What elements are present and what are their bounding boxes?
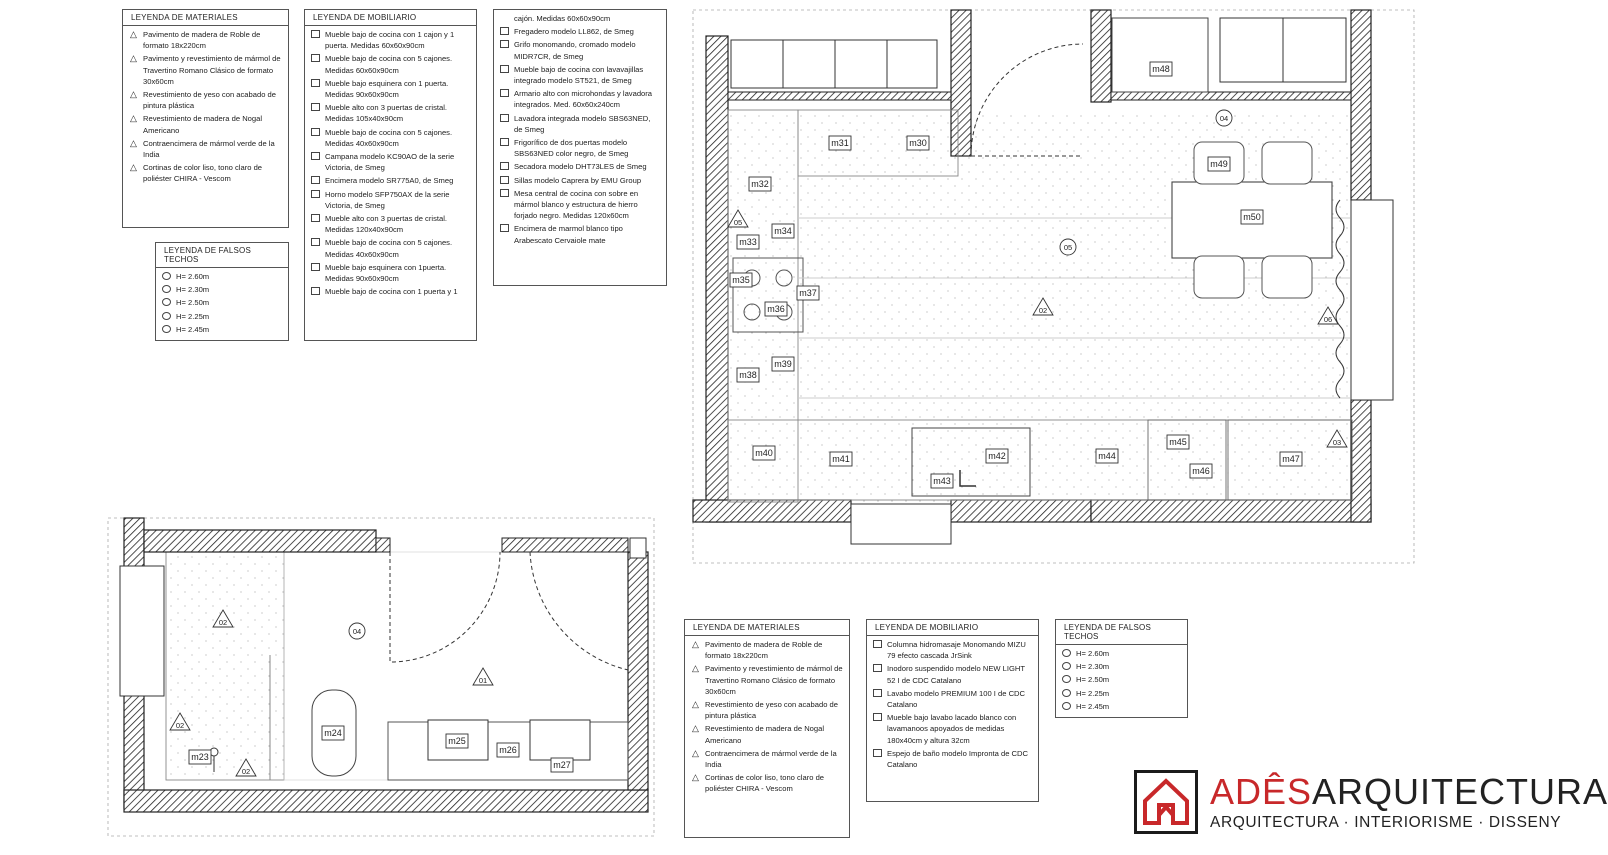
- material-triangle-icon: △: [692, 772, 699, 783]
- svg-text:05: 05: [733, 218, 743, 227]
- svg-text:06: 06: [1323, 315, 1333, 324]
- legend-item: Mueble bajo de cocina con 5 cajones. Medidas 40x60x90cm: [311, 237, 470, 259]
- ceiling-mark-04: [349, 623, 365, 639]
- legend-item: H= 2.30m: [162, 284, 282, 295]
- legend-title: LEYENDA DE MOBILIARIO: [867, 620, 1038, 636]
- svg-text:05: 05: [1063, 243, 1073, 252]
- furniture-tag-m43: [931, 474, 953, 488]
- legend-item: H= 2.30m: [1062, 661, 1181, 672]
- svg-text:04: 04: [352, 627, 362, 636]
- svg-text:02: 02: [241, 767, 251, 776]
- legend-item: Mueble bajo de cocina con 1 puerta y 1: [311, 286, 470, 297]
- furniture-tag-m24: [322, 726, 344, 740]
- svg-text:m30: m30: [909, 138, 927, 148]
- svg-text:m50: m50: [1243, 212, 1261, 222]
- legend-item: △ Pavimento de madera de Roble de formato 18x220cm: [692, 639, 823, 661]
- legend-item: Fregadero modelo LL862, de Smeg: [500, 26, 660, 37]
- furniture-tag-m47: [1280, 452, 1302, 466]
- svg-text:m35: m35: [732, 275, 750, 285]
- svg-text:03: 03: [1332, 438, 1342, 447]
- svg-text:02: 02: [1038, 306, 1048, 315]
- legend-item: Mueble alto con 3 puertas de cristal. Medidas 120x40x90cm: [311, 213, 470, 235]
- svg-text:m36: m36: [767, 304, 785, 314]
- furniture-tag-m40: [753, 446, 775, 460]
- legend-item: Mueble bajo de cocina con 1 cajon y 1 puerta. Medidas 60x60x90cm: [311, 29, 470, 51]
- svg-text:m47: m47: [1282, 454, 1300, 464]
- legend-item: H= 2.25m: [162, 311, 282, 322]
- legend-item: H= 2.60m: [162, 271, 282, 282]
- legend-item: H= 2.45m: [1062, 701, 1181, 712]
- legend-item: Mueble alto con 3 puertas de cristal. Medidas 105x40x90cm: [311, 102, 470, 124]
- legend-item: Mueble bajo lavabo lacado blanco con lavamanoos apoyados de medidas 180x40cm y altura 32cm: [873, 712, 1032, 746]
- svg-text:m44: m44: [1098, 451, 1116, 461]
- svg-text:m42: m42: [988, 451, 1006, 461]
- legend-item: △ Pavimento y revestimiento de mármol de Travertino Romano Clásico de formato 30x60cm: [692, 663, 843, 696]
- legend-item: Mueble bajo esquinera con 1puerta. Medidas 90x60x90cm: [311, 262, 470, 284]
- legend-title: LEYENDA DE FALSOS TECHOS: [156, 243, 288, 268]
- furniture-tag-m50: [1241, 210, 1263, 224]
- legend-item: H= 2.25m: [1062, 688, 1181, 699]
- legend-item: Mueble bajo de cocina con lavavajillas integrado modelo ST521, de Smeg: [500, 64, 660, 86]
- material-triangle-icon: △: [692, 699, 699, 710]
- svg-text:01: 01: [478, 676, 488, 685]
- material-triangle-icon: △: [130, 29, 137, 39]
- furniture-tag-m34: [772, 224, 794, 238]
- furniture-tag-m42: [986, 449, 1008, 463]
- legend-item: H= 2.50m: [162, 297, 282, 308]
- furniture-tag-m48: [1150, 62, 1172, 76]
- legend-item: Sillas modelo Caprera by EMU Group: [500, 175, 660, 186]
- material-mark-01: [473, 668, 493, 685]
- svg-text:m38: m38: [739, 370, 757, 380]
- legend-title: LEYENDA DE MATERIALES: [123, 10, 288, 26]
- legend-item: △ Revestimiento de madera de Nogal Americano: [130, 113, 263, 135]
- legend-item: △ Revestimiento de yeso con acabado de pintura plástica: [130, 89, 276, 111]
- material-triangle-icon: △: [692, 747, 699, 758]
- material-triangle-icon: △: [692, 723, 699, 734]
- svg-text:m49: m49: [1210, 159, 1228, 169]
- svg-text:m39: m39: [774, 359, 792, 369]
- svg-text:m25: m25: [448, 736, 466, 746]
- material-triangle-icon: △: [692, 639, 699, 649]
- legend-item: Mueble bajo esquinera con 1 puerta. Medidas 90x60x90cm: [311, 78, 470, 100]
- furniture-tag-m36: [765, 302, 787, 316]
- furniture-tag-m35: [730, 273, 752, 287]
- svg-text:m48: m48: [1152, 64, 1170, 74]
- legend-item: △ Revestimiento de madera de Nogal Americano: [692, 723, 825, 745]
- legend-item: Encimera de marmol blanco tipo Arabescato Cervaiole mate: [500, 223, 660, 245]
- legend-item: Mueble bajo de cocina con 5 cajones. Medidas 40x60x90cm: [311, 127, 470, 149]
- svg-text:m34: m34: [774, 226, 792, 236]
- legend-item: H= 2.45m: [162, 324, 282, 335]
- kitchen-plan: [693, 10, 1414, 563]
- material-triangle-icon: △: [692, 663, 699, 674]
- material-triangle-icon: △: [130, 53, 137, 64]
- svg-text:m37: m37: [799, 288, 817, 298]
- legend-item: Espejo de baño modelo Impronta de CDC Catalano: [873, 748, 1032, 770]
- svg-text:m41: m41: [832, 454, 850, 464]
- ceiling-mark-04: [1216, 110, 1232, 126]
- svg-text:04: 04: [1219, 114, 1229, 123]
- ceiling-mark-05: [1060, 239, 1076, 255]
- company-logo: [1134, 770, 1608, 840]
- svg-text:m27: m27: [553, 760, 571, 770]
- furniture-tag-m26: [497, 743, 519, 757]
- furniture-tag-m46: [1190, 464, 1212, 478]
- furniture-tag-m37: [797, 286, 819, 300]
- legend-item: Inodoro suspendido modelo NEW LIGHT 52 I de CDC Catalano: [873, 663, 1032, 685]
- legend-item: △ Cortinas de color liso, tono claro de poliéster CHIRA - Vescom: [130, 162, 263, 184]
- legend-item: △ Contraencimera de mármol verde de la India: [130, 137, 275, 160]
- legend-item: Lavadora integrada modelo SBS63NED, de Smeg: [500, 113, 660, 135]
- svg-text:m23: m23: [191, 752, 209, 762]
- svg-text:m45: m45: [1169, 437, 1187, 447]
- legend-item: △ Contraencimera de mármol verde de la India: [692, 747, 837, 770]
- svg-text:02: 02: [218, 618, 228, 627]
- legend-item: Frigorífico de dos puertas modelo SBS63NED color negro, de Smeg: [500, 137, 660, 159]
- furniture-tag-m23: [189, 750, 211, 764]
- bath-plan: [108, 518, 654, 836]
- legend-title: LEYENDA DE FALSOS TECHOS: [1056, 620, 1187, 645]
- legend-item: △ Pavimento de madera de Roble de formato 18x220cm: [130, 29, 261, 51]
- svg-text:m33: m33: [739, 237, 757, 247]
- brand-name: ADÊSARQUITECTURA: [1210, 771, 1608, 812]
- legend-item: Grifo monomando, cromado modelo MIDR7CR, de Smeg: [500, 39, 660, 61]
- furniture-tag-m33: [737, 235, 759, 249]
- furniture-tag-m45: [1167, 435, 1189, 449]
- legend-continuation: cajón. Medidas 60x60x90cm: [514, 14, 611, 23]
- legend-item: Lavabo modelo PREMIUM 100 I de CDC Catalano: [873, 688, 1032, 710]
- furniture-tag-m49: [1208, 157, 1230, 171]
- legend-title: LEYENDA DE MOBILIARIO: [305, 10, 476, 26]
- legend-item: Encimera modelo SR775A0, de Smeg: [311, 175, 470, 186]
- svg-text:m31: m31: [831, 138, 849, 148]
- material-triangle-icon: △: [130, 162, 137, 173]
- legend-item: Horno modelo SFP750AX de la serie Victoria, de Smeg: [311, 189, 470, 211]
- furniture-tag-m44: [1096, 449, 1118, 463]
- furniture-tag-m32: [749, 177, 771, 191]
- svg-text:02: 02: [175, 721, 185, 730]
- house-logo-icon: [1134, 770, 1198, 834]
- furniture-tag-m38: [737, 368, 759, 382]
- furniture-tag-m39: [772, 357, 794, 371]
- legend-item: △ Revestimiento de yeso con acabado de pintura plástica: [692, 699, 838, 721]
- furniture-tag-m30: [907, 136, 929, 150]
- legend-item: Armario alto con microhondas y lavadora integrados. Med. 60x60x240cm: [500, 88, 660, 110]
- furniture-tag-m31: [829, 136, 851, 150]
- legend-item: △ Pavimento y revestimiento de mármol de Travertino Romano Clásico de formato 30x60cm: [130, 53, 281, 86]
- furniture-tag-m41: [830, 452, 852, 466]
- legend-item: Secadora modelo DHT73LES de Smeg: [500, 161, 660, 172]
- svg-text:m26: m26: [499, 745, 517, 755]
- material-triangle-icon: △: [130, 89, 137, 100]
- material-triangle-icon: △: [130, 113, 137, 124]
- svg-text:m43: m43: [933, 476, 951, 486]
- legend-item: Mesa central de cocina con sobre en mármol blanco y estructura de hierro forjado negro. Medidas 120x60cm: [500, 188, 660, 222]
- legend-item: △ Cortinas de color liso, tono claro de poliéster CHIRA - Vescom: [692, 772, 825, 794]
- legend-title: LEYENDA DE MATERIALES: [685, 620, 849, 636]
- svg-text:m40: m40: [755, 448, 773, 458]
- legend-item: H= 2.60m: [1062, 648, 1181, 659]
- material-triangle-icon: △: [130, 137, 137, 148]
- furniture-tag-m27: [551, 758, 573, 772]
- svg-text:m24: m24: [324, 728, 342, 738]
- furniture-tag-m25: [446, 734, 468, 748]
- legend-item: Columna hidromasaje Monomando MIZU 79 efecto cascada JrSink: [873, 639, 1032, 661]
- legend-item: Mueble bajo de cocina con 5 cajones. Medidas 60x60x90cm: [311, 53, 470, 75]
- brand-tagline: ARQUITECTURA · INTERIORISME · DISSENY: [1210, 814, 1562, 831]
- legend-item: H= 2.50m: [1062, 674, 1181, 685]
- legend-item: Campana modelo KC90AO de la serie Victoria, de Smeg: [311, 151, 470, 173]
- svg-text:m46: m46: [1192, 466, 1210, 476]
- svg-text:m32: m32: [751, 179, 769, 189]
